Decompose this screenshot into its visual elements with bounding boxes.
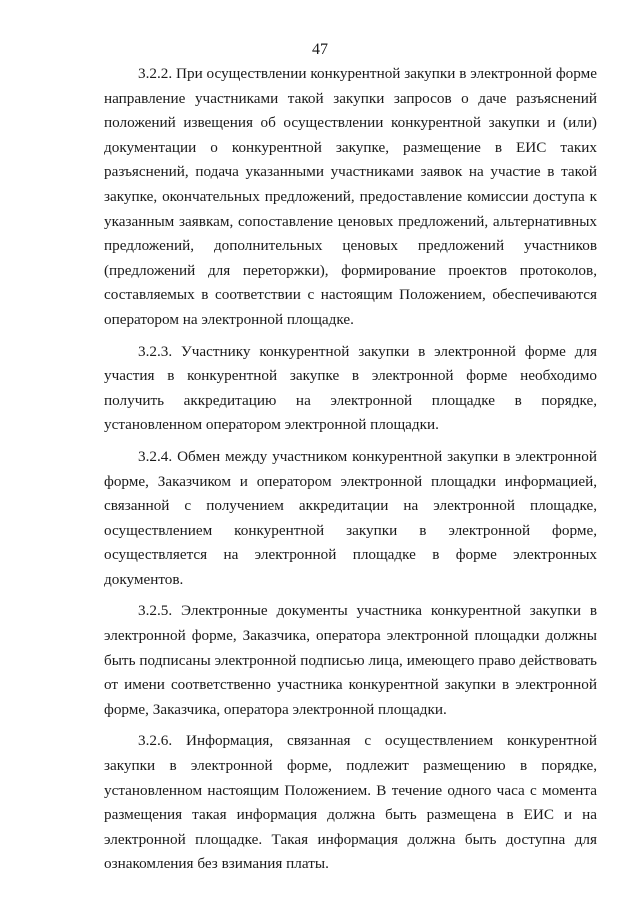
document-body: [104, 62, 597, 877]
paragraph-3-2-3: 3.2.3. Участнику конкурентной закупки в электронной форме для участия в конкурентной закупке в электронной форме необходимо получить аккредитацию на электронной площадке в порядке, установленном оператором электронной площадки.: [104, 342, 597, 434]
paragraph-3-2-5: 3.2.5. Электронные документы участника конкурентной закупки в электронной форме, Заказчика, оператора электронной площадки должны быть подписаны электронной подписью лица, имеющего право действовать от имени соответственно участника конкурентной закупки в электронной форме, Заказчика, оператора электронной площадки.: [104, 602, 597, 718]
paragraph-3-2-2: 3.2.2. При осуществлении конкурентной закупки в электронной форме направление участниками такой закупки запросов о даче разъяснений положений извещения об осуществлении конкурентной закупки и (или) документации о конкурентной закупке, размещение в ЕИС таких разъяснений, подача указанными участниками заявок на участие в такой закупке, окончательных предложений, предоставление комиссии доступа к указанным заявкам, сопоставление ценовых предложений, альтернативных предложений, дополнительных ценовых предложений участников (предложений для переторжки), формирование проектов протоколов, составляемых в соответствии с настоящим Положением, обеспечиваются оператором на электронной площадке.: [104, 65, 597, 328]
paragraph-3-2-4: 3.2.4. Обмен между участником конкурентной закупки в электронной форме, Заказчиком и оператором электронной площадки информацией, связанной с получением аккредитации на электронной площадке, осуществлением конкурентной закупки в электронной форме, осуществляется на электронной площадке в форме электронных документов.: [104, 447, 597, 588]
paragraph-3-2-6: 3.2.6. Информация, связанная с осуществлением конкурентной закупки в электронной форме, подлежит размещению в порядке, установленном настоящим Положением. В течение одного часа с момента размещения такая информация должна быть размещена в ЕИС и на электронной площадке. Такая информация должна быть доступна для ознакомления без взимания платы.: [104, 732, 597, 873]
page-number: 47: [312, 41, 328, 58]
